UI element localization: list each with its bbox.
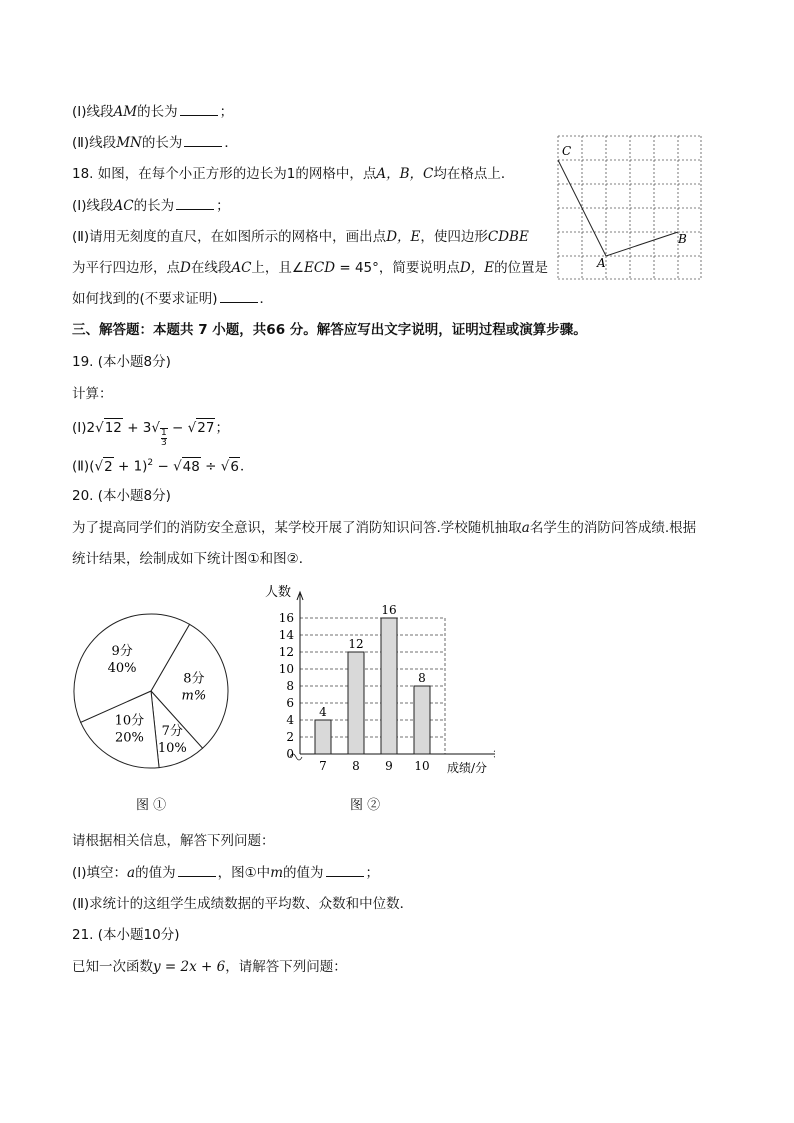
q17-part1: (Ⅰ)线段AM的长为 ； [72, 104, 234, 120]
point-a-label: A [597, 256, 606, 270]
q20-part2: (Ⅱ)求统计的这组学生成绩数据的平均数、众数和中位数． [72, 896, 414, 912]
point-c-label: C [562, 144, 572, 158]
x-axis-title: 成绩/分 [447, 761, 488, 775]
q18-stem: 18. 如图，在每个小正方形的边长为1的网格中，点A，B，C均在格点上． [72, 166, 515, 182]
pie-label-name: 9分 [111, 644, 133, 659]
section3-heading: 三、解答题：本题共 7 小题，共66 分。解答应写出文字说明，证明过程或演算步骤。 [72, 322, 587, 338]
q18-part2-line2: 为平行四边形，点D在线段AC上，且∠ECD = 45°，简要说明点D，E的位置是 [72, 260, 549, 276]
q19-header: 19. (本小题8分) [72, 354, 171, 370]
y-tick-label: 10 [278, 662, 294, 676]
y-tick-label: 6 [286, 696, 294, 710]
q21-stem: 已知一次函数y = 2x + 6，请解答下列问题： [72, 959, 347, 975]
q19-part2: (Ⅱ)(√2 + 1)$^2$ − √48 ÷ √6． [72, 458, 254, 475]
x-tick-label: 7 [319, 759, 327, 773]
y-tick-label: 14 [278, 628, 294, 642]
y-tick-label: 0 [286, 747, 294, 761]
bar-value-label: 12 [348, 637, 364, 651]
q18-part2-line3: 如何找到的(不要求证明) ． [72, 291, 274, 307]
figure1-caption: 图 ① [136, 798, 167, 813]
answer-blank [326, 864, 364, 877]
bar-value-label: 16 [381, 603, 397, 617]
figure2-caption: 图 ② [350, 798, 381, 813]
q19-part1: (Ⅰ)2√12 + 3√ $\frac{1}{3}$ − √27； [72, 420, 229, 448]
pie-label-name: 7分 [161, 723, 183, 739]
q18-part1: (Ⅰ)线段AC的长为 ； [72, 198, 230, 214]
grid-lines [558, 136, 701, 279]
x-tick-label: 10 [414, 759, 430, 773]
pie-label-value: m% [181, 688, 207, 704]
answer-blank [220, 290, 258, 303]
segment-ab [606, 232, 678, 256]
q20-stem-line2: 统计结果，绘制成如下统计图①和图②． [72, 551, 313, 567]
bar-9 [381, 618, 397, 754]
bar-chart [255, 576, 495, 781]
bar-7 [315, 720, 331, 754]
y-axis-title: 人数 [265, 585, 292, 600]
pie-label-name: 8分 [183, 671, 205, 687]
y-tick-label: 12 [278, 645, 294, 659]
y-tick-label: 16 [278, 611, 294, 625]
bar-8 [348, 652, 364, 754]
q19-intro: 计算： [72, 386, 113, 402]
pie-label-value: 40% [107, 661, 137, 676]
y-tick-label: 4 [286, 713, 294, 727]
bar-value-label: 8 [418, 671, 426, 685]
answer-blank [176, 197, 214, 210]
pie-chart [66, 606, 236, 776]
bar-10 [414, 686, 430, 754]
answer-blank [184, 134, 222, 147]
x-tick-label: 9 [385, 759, 393, 773]
bar-value-label: 4 [319, 705, 327, 719]
grid-figure [555, 133, 705, 283]
pie-label-value: 20% [114, 730, 144, 746]
q21-header: 21. (本小题10分) [72, 927, 180, 943]
q17-part2: (Ⅱ)线段MN的长为 ． [72, 135, 238, 151]
point-b-label: B [678, 232, 687, 246]
pie-label-value: 10% [157, 740, 187, 756]
y-tick-label: 8 [286, 679, 294, 693]
x-tick-label: 8 [352, 759, 360, 773]
pie-label-name: 10分 [114, 713, 145, 729]
answer-blank [180, 103, 218, 116]
q20-prompt: 请根据相关信息，解答下列问题： [72, 833, 275, 849]
q18-part2-line1: (Ⅱ)请用无刻度的直尺，在如图所示的网格中，画出点D，E，使四边形CDBE [72, 229, 529, 245]
answer-blank [178, 864, 216, 877]
q20-part1: (Ⅰ)填空：a的值为 ，图①中m的值为 ； [72, 865, 379, 881]
q20-stem-line1: 为了提高同学们的消防安全意识，某学校开展了消防知识问答.学校随机抽取a名学生的消防问答成绩.根据 [72, 520, 697, 536]
y-tick-label: 2 [286, 730, 294, 744]
q20-header: 20. (本小题8分) [72, 488, 171, 504]
